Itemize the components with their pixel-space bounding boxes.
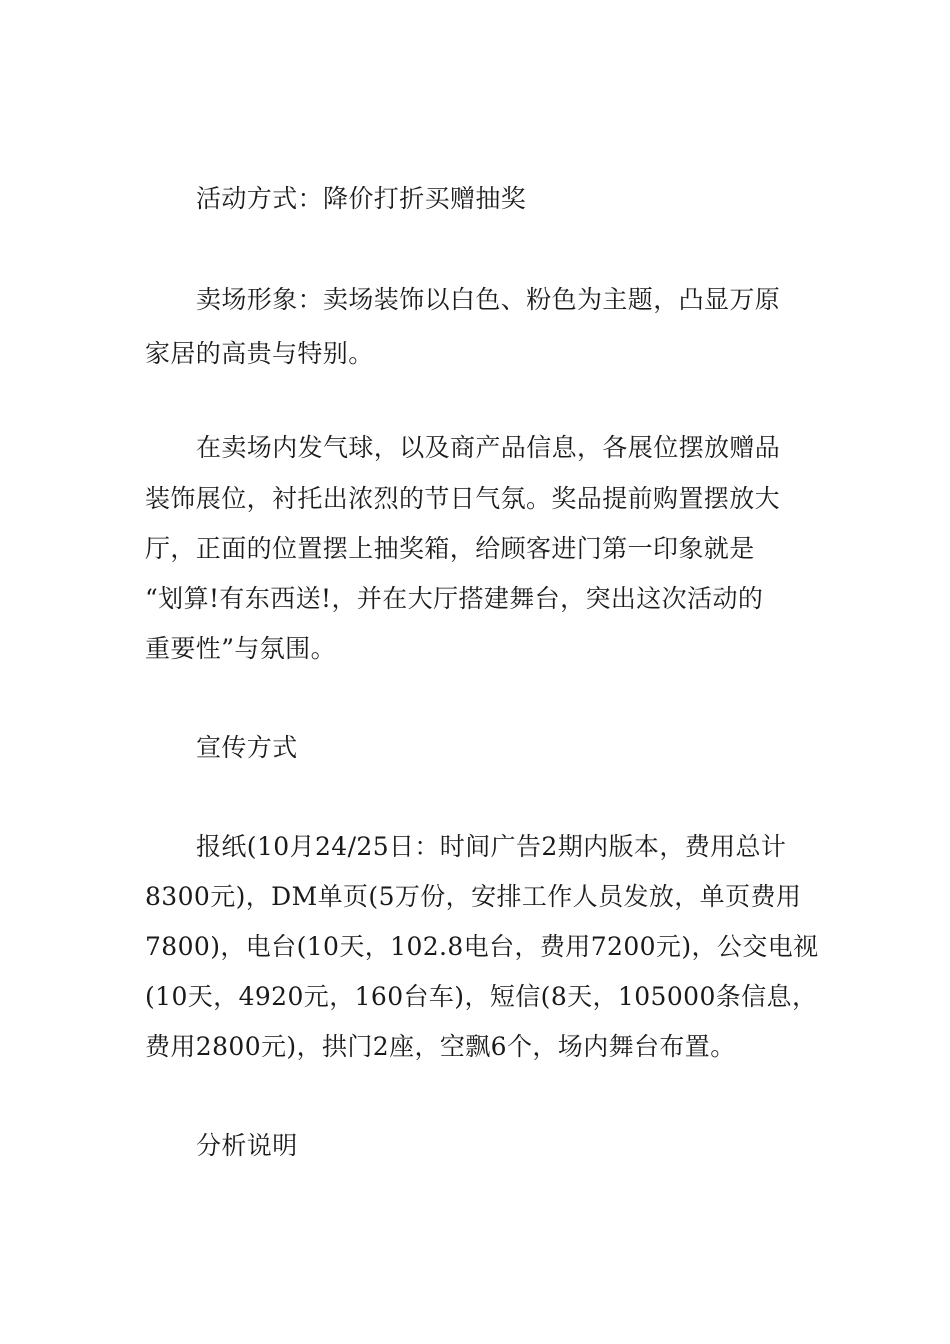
paragraph-promotion-details-line-4: (10天，4920元，160台车)，短信(8天，105000条信息， bbox=[145, 982, 818, 1011]
paragraph-store-decoration-line-1: 在卖场内发气球，以及商产品信息，各展位摆放赠品 bbox=[196, 433, 781, 462]
paragraph-promotion-details-line-3: 7800)，电台(10天，102.8电台，费用7200元)，公交电视 bbox=[145, 932, 819, 961]
paragraph-promotion-details-line-1: 报纸(10月24/25日：时间广告2期内版本，费用总计 bbox=[196, 832, 787, 861]
analysis-heading: 分析说明 bbox=[196, 1131, 298, 1160]
paragraph-store-decoration-line-3: 厅，正面的位置摆上抽奖箱，给顾客进门第一印象就是 bbox=[145, 534, 755, 563]
paragraph-store-decoration-line-4: “划算!有东西送!，并在大厅搭建舞台，突出这次活动的 bbox=[145, 584, 764, 613]
paragraph-store-image-line-2: 家居的高贵与特别。 bbox=[145, 339, 374, 368]
paragraph-promotion-details-line-2: 8300元)，DM单页(5万份，安排工作人员发放，单页费用 bbox=[145, 882, 802, 911]
paragraph-promotion-details-line-5: 费用2800元)，拱门2座，空飘6个，场内舞台布置。 bbox=[145, 1032, 736, 1061]
paragraph-activity-method-line-1: 活动方式：降价打折买赠抽奖 bbox=[196, 184, 527, 213]
paragraph-store-decoration-line-5: 重要性”与氛围。 bbox=[145, 634, 336, 663]
promotion-heading: 宣传方式 bbox=[196, 733, 298, 762]
paragraph-store-image-line-1: 卖场形象：卖场装饰以白色、粉色为主题，凸显万原 bbox=[196, 285, 781, 314]
paragraph-store-decoration-line-2: 装饰展位，衬托出浓烈的节日气氛。奖品提前购置摆放大 bbox=[145, 484, 781, 513]
